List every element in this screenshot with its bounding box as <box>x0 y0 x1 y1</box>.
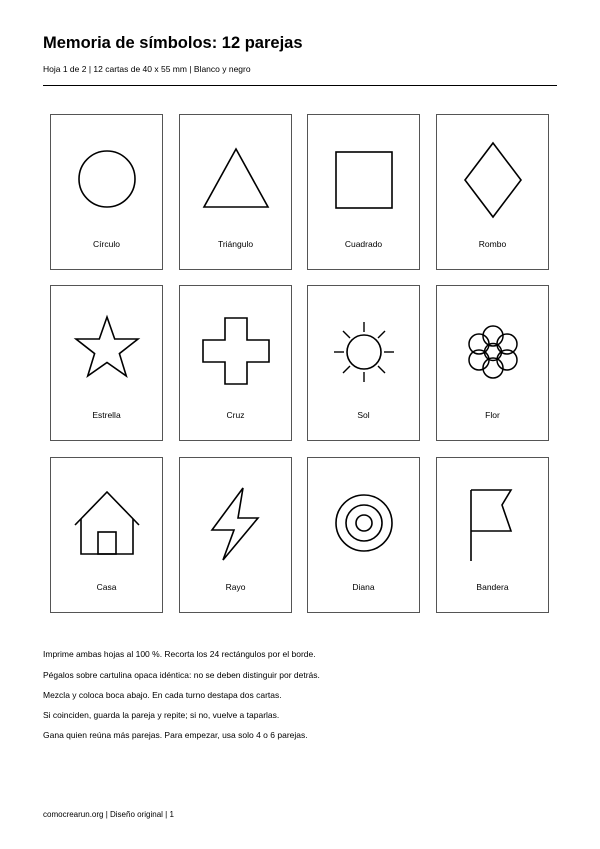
flower-icon <box>463 316 523 391</box>
house-icon <box>77 488 137 563</box>
star-icon <box>77 316 137 391</box>
lightning-icon <box>206 488 266 563</box>
card-label: Cruz <box>226 410 245 420</box>
sun-icon <box>334 316 394 391</box>
rhombus-icon <box>463 145 523 220</box>
card-label: Sol <box>357 410 370 420</box>
instruction-line: Gana quien reúna más parejas. Para empezar, usa solo 4 o 6 parejas. <box>43 730 308 740</box>
card-cross <box>179 285 292 441</box>
card-flower <box>436 285 549 441</box>
card-label: Cuadrado <box>344 239 383 249</box>
card-label: Diana <box>352 582 375 592</box>
card-label: Triángulo <box>217 239 254 249</box>
card-flag <box>436 457 549 613</box>
card-square <box>307 114 420 270</box>
card-circle <box>50 114 163 270</box>
triangle-icon <box>206 145 266 220</box>
page-subtitle: Hoja 1 de 2 | 12 cartas de 40 x 55 mm | Blanco y negro <box>43 64 251 74</box>
page-title: Memoria de símbolos: 12 parejas <box>43 34 303 52</box>
card-star <box>50 285 163 441</box>
header-divider <box>43 85 557 86</box>
flag-icon <box>463 488 523 563</box>
instruction-line: Imprime ambas hojas al 100 %. Recorta los 24 rectángulos por el borde. <box>43 649 316 659</box>
card-label: Círculo <box>93 239 120 249</box>
circle-icon <box>77 145 137 220</box>
card-target <box>307 457 420 613</box>
card-label: Estrella <box>92 410 121 420</box>
card-sun <box>307 285 420 441</box>
card-label: Rayo <box>225 582 246 592</box>
card-label: Rombo <box>478 239 507 249</box>
card-triangle <box>179 114 292 270</box>
card-label: Casa <box>96 582 117 592</box>
square-icon <box>334 145 394 220</box>
instruction-line: Pégalos sobre cartulina opaca idéntica: no se deben distinguir por detrás. <box>43 670 320 680</box>
card-house <box>50 457 163 613</box>
cross-icon <box>206 316 266 391</box>
instruction-line: Si coinciden, guarda la pareja y repite; si no, vuelve a taparlas. <box>43 710 280 720</box>
card-label: Flor <box>485 410 500 420</box>
card-rhombus <box>436 114 549 270</box>
target-icon <box>334 488 394 563</box>
card-lightning <box>179 457 292 613</box>
card-label: Bandera <box>476 582 509 592</box>
instruction-line: Mezcla y coloca boca abajo. En cada turno destapa dos cartas. <box>43 690 282 700</box>
page-footer: comocrearun.org | Diseño original | 1 <box>43 810 174 819</box>
